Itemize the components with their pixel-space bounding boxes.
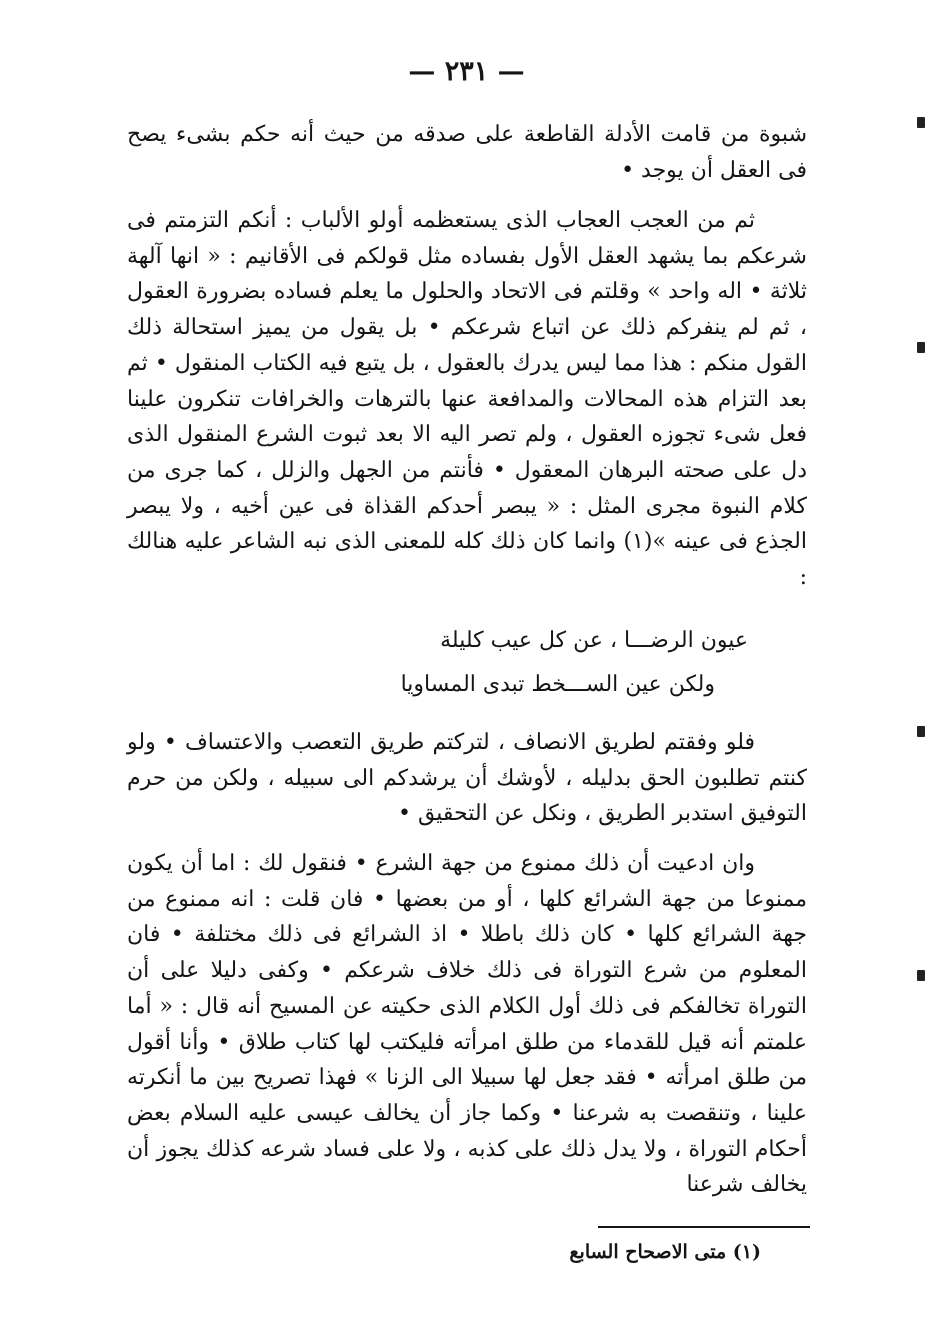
margin-mark	[917, 970, 925, 981]
footnote-divider	[598, 1226, 810, 1228]
margin-mark	[917, 117, 925, 128]
verse-line-1: عيون الرضـــا ، عن كل عيب كليلة	[440, 628, 748, 653]
paragraph-1: شبوة من قامت الأدلة القاطعة على صدقه من حيث أنه حكم بشىء يصح فى العقل أن يوجد •	[127, 122, 807, 183]
margin-mark	[917, 726, 925, 737]
page-number: — ٢٣١ —	[408, 56, 525, 87]
footnote: (١) متى الاصحاح السابع	[569, 1241, 761, 1263]
paragraph-4: وان ادعيت أن ذلك ممنوع من جهة الشرع • فنقول لك : اما أن يكون ممنوعا من جهة الشرائع كلها ، أو من بعضها • فان قلت : انه ممنوع من جهة الشرائع كلها • كان ذلك باطلا • اذ الشرائع فى ذلك مختلفة • فان المعلوم من شرع التوراة فى ذلك خلاف شرعكم • وكفى دليلا على أن التوراة تخالفكم فى ذلك أول الكلام الذى حكيته عن المسيح أنه قال : « أما علمتم أنه قيل للقدماء من طلق امرأته فليكتب لها كتاب طلاق • وأنا أقول من طلق امرأته • فقد جعل لها سبيلا الى الزنا » فهذا تصريح بين ما أنكرته علينا ، وتنقصت به شرعنا • وكما جاز أن يخالف عيسى عليه السلام بعض أحكام التوراة ، ولا يدل ذلك على كذبه ، ولا على فساد شرعه كذلك يجوز أن يخالف شرعنا	[127, 851, 807, 1198]
verse-line-2: ولكن عين الســـخط تبدى المساويا	[400, 672, 715, 697]
paragraph-2: ثم من العجب العجاب الذى يستعظمه أولو الألباب : أنكم التزمتم فى شرعكم بما يشهد العقل الأول بفساده مثل قولكم فى الأقانيم : « انها آلهة ثلاثة • اله واحد » وقلتم فى الاتحاد والحلول ما يعلم فساده بضرورة العقول ، ثم لم ينفركم ذلك عن اتباع شرعكم • بل يقول من يميز استحالة ذلك القول منكم : هذا مما ليس يدرك بالعقول ، بل يتبع فيه الكتاب المنقول • ثم بعد التزام هذه المحالات والمدافعة عنها بالترهات والخرافات تنكرون علينا فعل شىء تجوزه العقول ، ولم تصر اليه الا بعد ثبوت الشرع المنقول الذى دل على صحته البرهان المعقول • فأنتم من الجهل والزلل ، كما جرى من كلام النبوة مجرى المثل : « يبصر أحدكم القذاة فى عين أخيه ، ولا يبصر الجذع فى عينه »(١) وانما كان ذلك كله للمعنى الذى نبه الشاعر عليه هنالك :	[127, 208, 808, 591]
paragraph-3: فلو وفقتم لطريق الانصاف ، لتركتم طريق التعصب والاعتساف • ولو كنتم تطلبون الحق بدليله ، لأوشك أن يرشدكم الى سبيله ، ولكن من حرم التوفيق استدبر الطريق ، ونكل عن التحقيق •	[127, 730, 807, 827]
margin-mark	[917, 342, 925, 353]
